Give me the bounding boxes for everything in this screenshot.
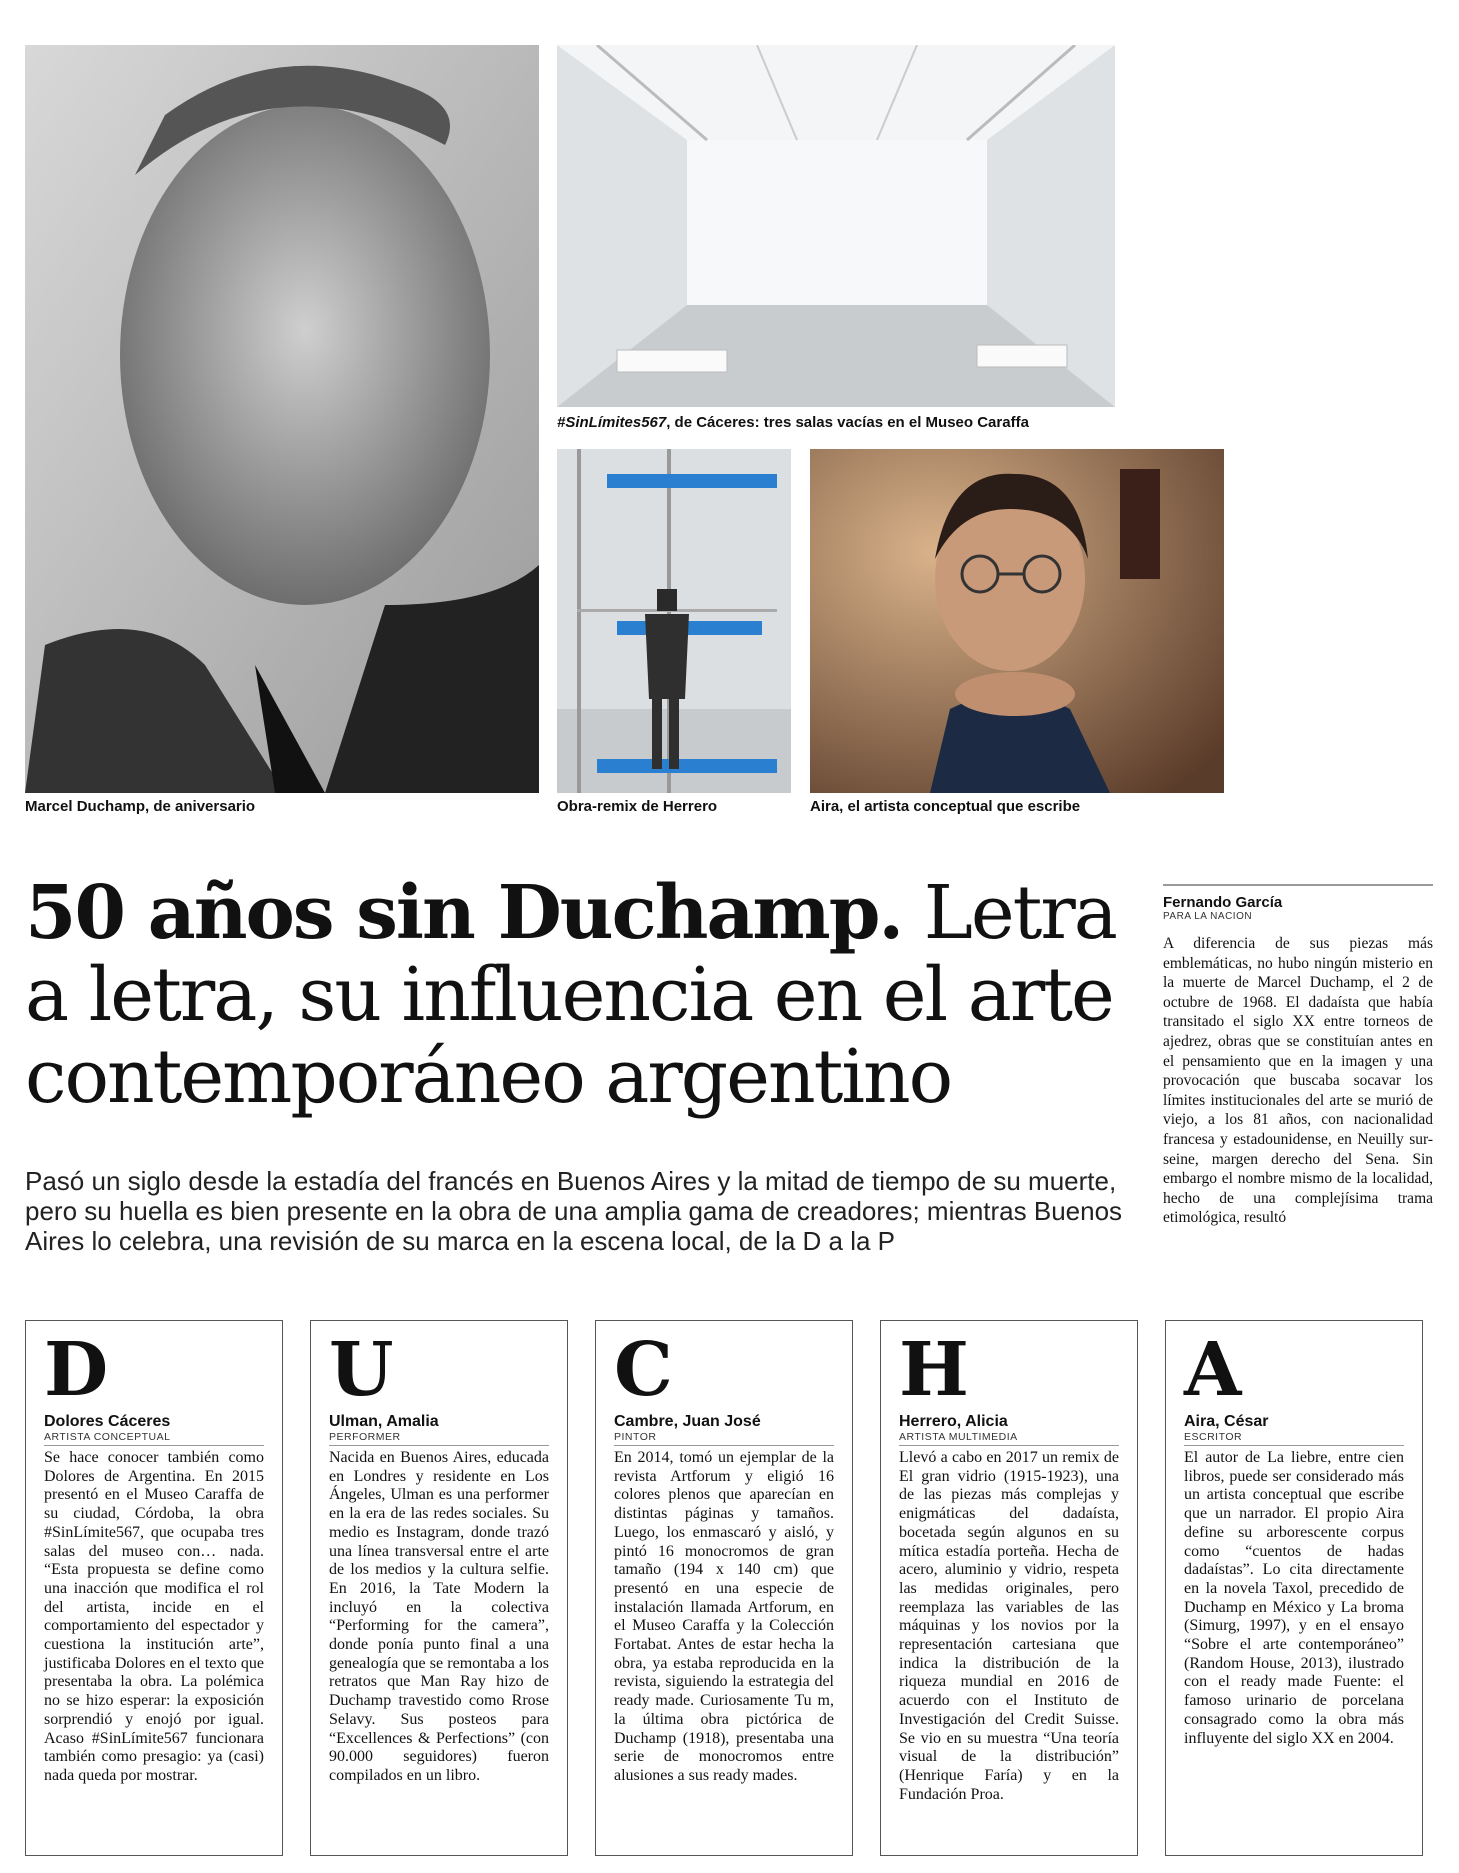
deck: Pasó un siglo desde la estadía del francés en Buenos Aires y la mitad de tiempo de su muerte, pero su huella es bien presente en la obra de una amplia gama de creadores; mientras Buenos Aires lo celebra, una revisión de su marca en la escena local, de la D a la P [25, 1166, 1123, 1256]
duchamp-photo [25, 45, 539, 793]
box-role: PINTOR [614, 1431, 834, 1446]
box-a [1165, 1320, 1423, 1856]
box-letter: C [614, 1327, 673, 1413]
box-name: Ulman, Amalia [329, 1413, 439, 1430]
box-role: ESCRITOR [1184, 1431, 1404, 1446]
sidebar-role: PARA LA NACION [1163, 911, 1253, 922]
box-name: Cambre, Juan José [614, 1413, 761, 1430]
box-d [25, 1320, 283, 1856]
headline-bold: 50 años sin Duchamp. [25, 870, 903, 956]
herrero-photo [557, 449, 791, 793]
box-letter: A [1184, 1327, 1242, 1413]
aira-caption: Aira, el artista conceptual que escribe [810, 798, 1081, 815]
box-role: ARTISTA MULTIMEDIA [899, 1431, 1119, 1446]
sidebar-column [1163, 884, 1433, 1228]
box-body: Nacida en Buenos Aires, educada en Londres y residente en Los Ángeles, Ulman es una performer en la era de las redes sociales. Su medio es Instagram, donde trazó una línea transversal entre el arte de los medios y la cultura selfie. En 2016, la Tate Modern la incluyó en la colectiva “Performing for the camera”, donde ponía punto final a una genealogía que se remontaba a los retratos que Man Ray hizo de Duchamp travestido como Rrose Selavy. Sus posteos para “Excellences & Perfections” (con 90.000 seguidores) fueron compilados en un libro. [329, 1449, 549, 1784]
salas-caption-italic: #SinLímites567 [557, 414, 667, 431]
box-role: PERFORMER [329, 1431, 549, 1446]
box-role: ARTISTA CONCEPTUAL [44, 1431, 264, 1446]
box-letter: D [44, 1327, 109, 1413]
sidebar-author: Fernando García [1163, 894, 1283, 911]
duchamp-caption: Marcel Duchamp, de aniversario [25, 798, 256, 815]
box-name: Dolores Cáceres [44, 1413, 171, 1430]
box-h [880, 1320, 1138, 1856]
box-body: Llevó a cabo en 2017 un remix de El gran vidrio (1915-1923), una de las piezas más complejas y enigmáticas del dadaísta, bocetada según algunos en su mítica estadía porteña. Hecha de acero, aluminio y vidrio, respeta las medidas originales, pero reemplaza las variables de las máquinas y los novios por la representación cartesiana que indica la distribución de la riqueza mundial en 2016 de acuerdo con el Instituto de Investigación del Credit Suisse. Se vio en su muestra “Una teoría visual de la distribución” (Henrique Faría) y en la Fundación Proa. [899, 1449, 1119, 1803]
box-name: Herrero, Alicia [899, 1413, 1008, 1430]
sidebar-text: A diferencia de sus piezas más emblemáticas, no hubo ningún misterio en la muerte de Marcel Duchamp, el 2 de octubre de 1968. El dadaísta que había transitado el siglo XX entre torneos de ajedrez, obras que se constituían antes en el pensamiento que en la imagen y una provocación que buscaba socavar los límites institucionales del arte se murió de viejo, a los 81 años, con nacionalidad francesa y estadounidense, en Neuilly sur-seine, margen derecho del Sena. Sin embargo el nombre mismo de la localidad, hecho de una complejísima trama etimológica, resultó [1163, 935, 1433, 1227]
salas-caption [557, 414, 1029, 431]
box-body: En 2014, tomó un ejemplar de la revista Artforum y eligió 16 colores plenos que aparecían en distintas páginas y tamaños. Luego, los enmascaró y aisló, y pintó 16 monocromos de gran tamaño (194 x 140 cm) que presentó en una especie de instalación llamada Artforum, en el Museo Caraffa y la Colección Fortabat. Antes de estar hecha la obra, ya estaba reproducida en la revista, siguiendo la estrategia del ready made. Curiosamente Tu m, la última obra pictórica de Duchamp (1918), presentaba una serie de monocromos entre alusiones a sus ready mades. [614, 1449, 834, 1784]
headline-light: Letra a letra, su influencia en el arte contemporáneo argentino [25, 870, 1116, 1120]
box-u [310, 1320, 568, 1856]
box-name: Aira, César [1184, 1413, 1269, 1430]
salas-caption-rest: , de Cáceres: tres salas vacías en el Museo Caraffa [666, 414, 1029, 431]
box-c [595, 1320, 853, 1856]
box-body: Se hace conocer también como Dolores de Argentina. En 2015 presentó en el Museo Caraffa de su ciudad, Córdoba, la obra #SinLímite567, que ocupaba tres salas del museo con… nada. “Esta propuesta se define como una inacción que modifica el rol del artista, incide en el comportamiento del espectador y cuestiona la institución arte”, justificaba Dolores en el texto que presentaba la obra. La polémica no se hizo esperar: la exposición sorprendió y enojó por igual. Acaso #SinLímite567 funcionara también como presagio: ya (casi) nada queda por mostrar. [44, 1449, 264, 1784]
box-letter: H [899, 1327, 969, 1413]
aira-photo [810, 449, 1224, 793]
salas-photo [557, 45, 1115, 407]
box-body: El autor de La liebre, entre cien libros, puede ser considerado más un artista conceptual que escribe que un narrador. El propio Aira define su arborescente corpus como “cuentos de hadas dadaístas”. Lo cita directamente en la novela Taxol, precedido de Duchamp en México y La broma (Simurg, 1997), y en el ensayo “Sobre el arte contemporáneo” (Random House, 2013), ilustrado con el ready made Fuente: el famoso urinario de porcelana consagrado como la obra más influyente del siglo XX en 2004. [1184, 1449, 1404, 1747]
herrero-caption: Obra-remix de Herrero [557, 798, 718, 815]
headline [25, 872, 1135, 1118]
box-letter: U [329, 1327, 394, 1413]
